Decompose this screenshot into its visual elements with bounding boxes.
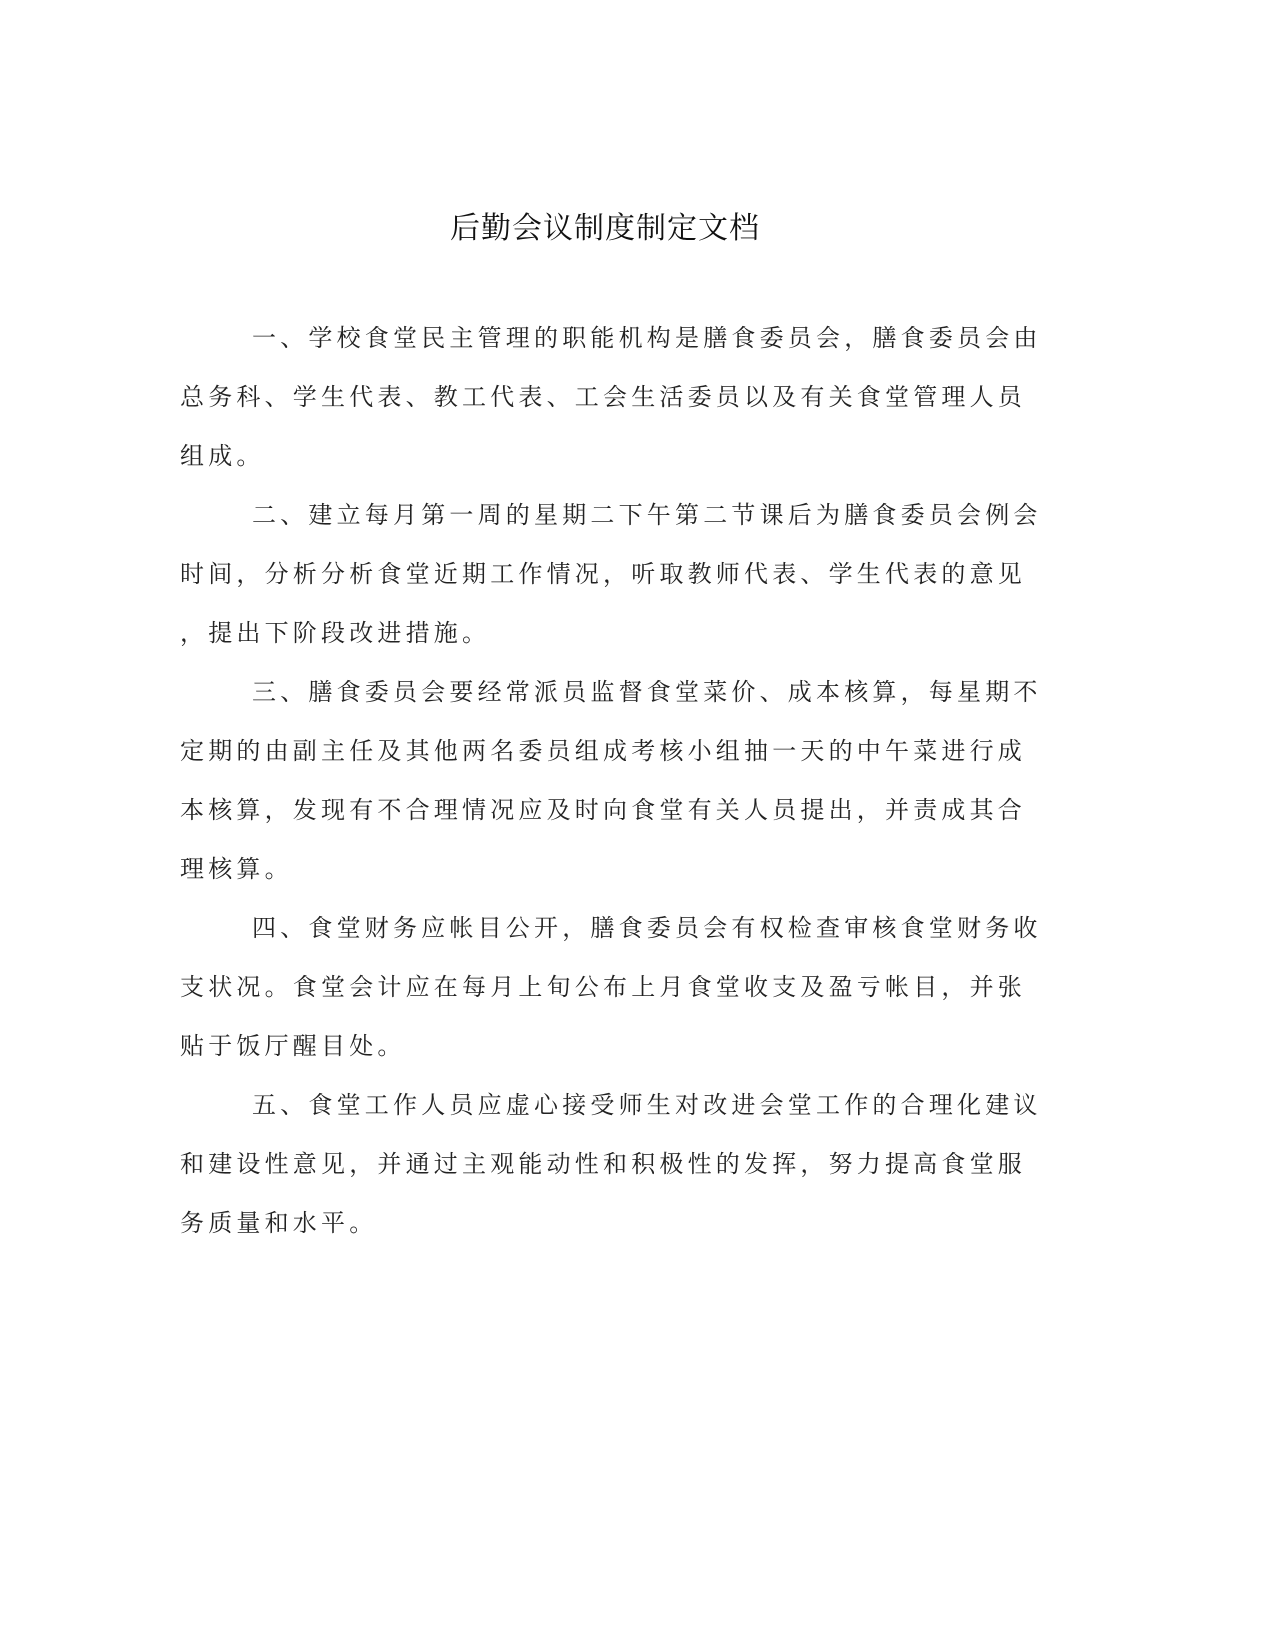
paragraph-4 [180,908,1040,1085]
paragraph-line: 总务科、学生代表、教工代表、工会生活委员以及有关食堂管理人员 [180,383,1026,411]
paragraph-line: 理核算。 [180,855,293,883]
paragraph-line: 和建设性意见，并通过主观能动性和积极性的发挥，努力提高食堂服 [180,1150,1026,1178]
paragraph-line: 一、学校食堂民主管理的职能机构是膳食委员会，膳食委员会由 [252,324,1042,352]
paragraph-line: 定期的由副主任及其他两名委员组成考核小组抽一天的中午菜进行成 [180,737,1026,765]
paragraph-line: 贴于饭厅醒目处。 [180,1032,406,1060]
paragraph-line: 支状况。食堂会计应在每月上旬公布上月食堂收支及盈亏帐目，并张 [180,973,1026,1001]
document-body [180,318,1040,1262]
paragraph-line: 本核算，发现有不合理情况应及时向食堂有关人员提出，并责成其合 [180,796,1026,824]
paragraph-line: 二、建立每月第一周的星期二下午第二节课后为膳食委员会例会 [252,501,1042,529]
document-title: 后勤会议制度制定文档 [450,211,760,246]
paragraph-line: 务质量和水平。 [180,1209,378,1237]
paragraph-3 [180,672,1040,908]
paragraph-2 [180,495,1040,672]
paragraph-line: 组成。 [180,442,265,470]
paragraph-line: 四、食堂财务应帐目公开，膳食委员会有权检查审核食堂财务收 [252,914,1042,942]
paragraph-line: 时间，分析分析食堂近期工作情况，听取教师代表、学生代表的意见 [180,560,1026,588]
paragraph-line: 三、膳食委员会要经常派员监督食堂菜价、成本核算，每星期不 [252,678,1042,706]
paragraph-line: 五、食堂工作人员应虚心接受师生对改进会堂工作的合理化建议 [252,1091,1042,1119]
paragraph-5 [180,1085,1040,1262]
paragraph-1 [180,318,1040,495]
paragraph-line: ，提出下阶段改进措施。 [180,619,491,647]
